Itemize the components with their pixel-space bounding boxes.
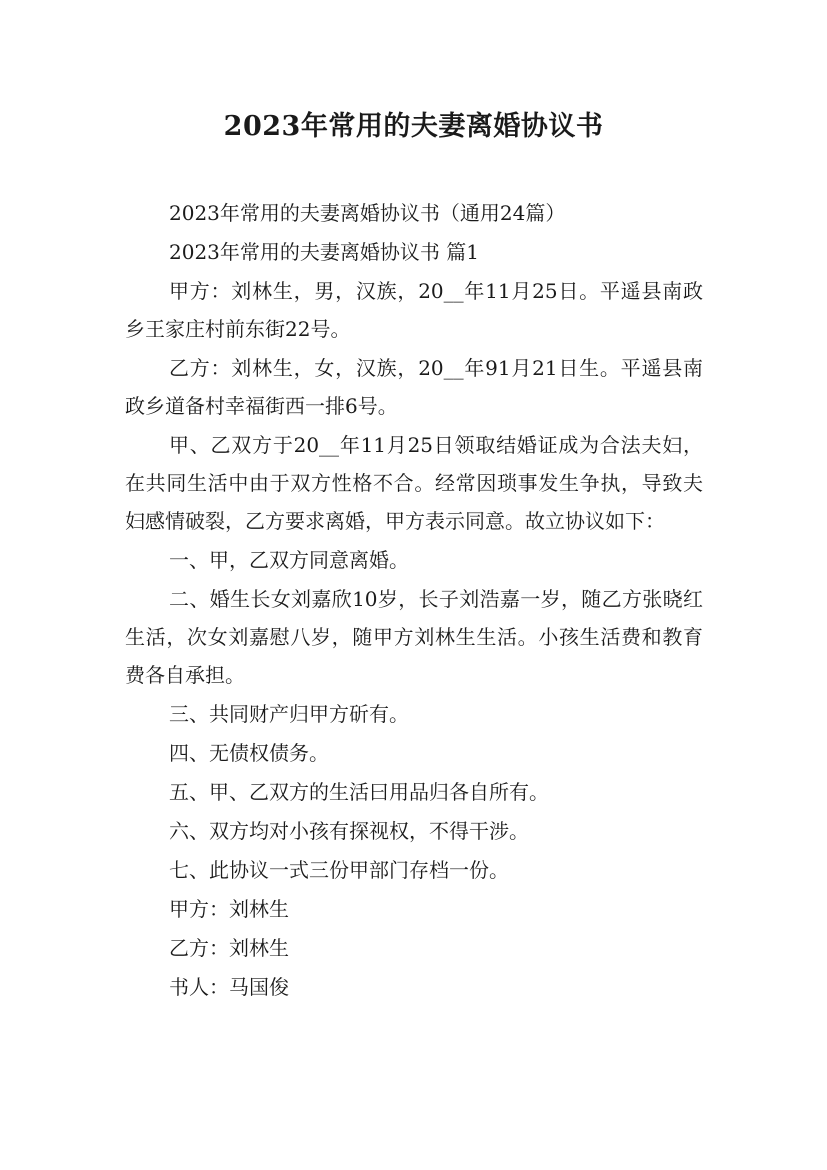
clause-7: 七、此协议一式三份甲部门存档一份。	[169, 858, 509, 882]
document-body	[125, 194, 703, 1007]
clause-3: 三、共同财产归甲方斫有。	[169, 702, 409, 726]
paragraph-party-b: 乙方：刘林生，女，汉族，20__年91月21日生。平遥县南政乡道备村幸福街西一排6号。	[125, 356, 703, 418]
clause-5: 五、甲、乙双方的生活曰用品归各自所有。	[169, 780, 549, 804]
paragraph-preamble: 甲、乙双方于20__年11月25日领取结婚证成为合法夫妇，在共同生活中由于双方性格不合。经常因琐事发生争执，导致夫妇感情破裂，乙方要求离婚，甲方表示同意。故立协议如下：	[125, 433, 703, 533]
document-title: 2023年常用的夫妻离婚协议书	[223, 111, 604, 142]
clause-2: 二、婚生长女刘嘉欣10岁，长子刘浩嘉一岁，随乙方张晓红生活，次女刘嘉慰八岁，随甲方刘林生生活。小孩生活费和教育费各自承担。	[125, 587, 703, 687]
paragraph-subtitle: 2023年常用的夫妻离婚协议书（通用24篇）	[169, 201, 566, 225]
signature-writer: 书人：马国俊	[169, 975, 289, 999]
paragraph-section-heading: 2023年常用的夫妻离婚协议书 篇1	[169, 240, 479, 264]
clause-4: 四、无债权债务。	[169, 741, 329, 765]
clause-6: 六、双方均对小孩有探视权，不得干涉。	[169, 819, 529, 843]
signature-party-b: 乙方：刘林生	[169, 936, 289, 960]
paragraph-party-a: 甲方：刘林生，男，汉族，20__年11月25日。平遥县南政乡王家庄村前东街22号。	[125, 279, 703, 341]
clause-1: 一、甲，乙双方同意离婚。	[169, 548, 409, 572]
signature-party-a: 甲方：刘林生	[169, 897, 289, 921]
